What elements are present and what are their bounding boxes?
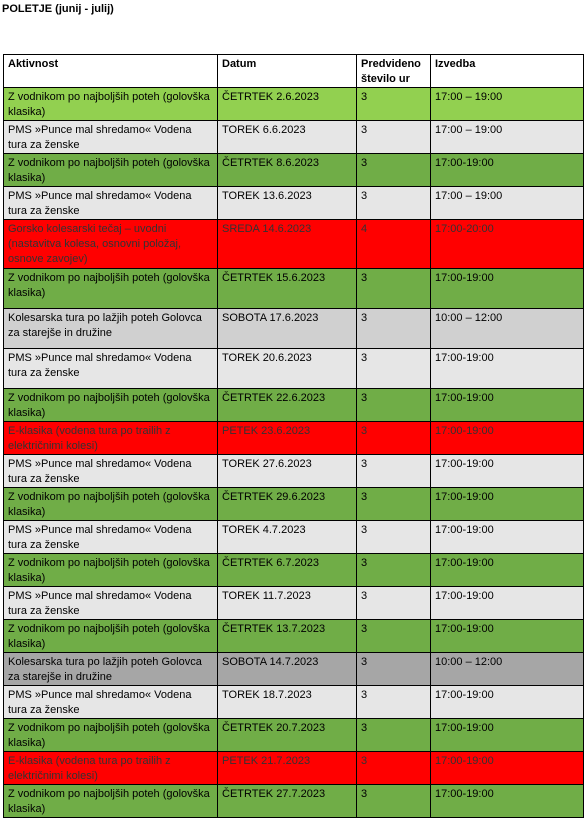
cell-time-text: 17:00-19:00: [435, 590, 494, 602]
cell-time-text: 17:00-19:00: [435, 157, 494, 169]
cell-activity-text: PMS »Punce mal shredamo« Vodena tura za ženske: [8, 190, 192, 217]
cell-activity-text: Z vodnikom po najboljših poteh (golovška klasika): [8, 157, 210, 184]
cell-date: [218, 220, 357, 269]
cell-activity: [4, 587, 218, 620]
table-row: [4, 121, 584, 154]
table-row: [4, 88, 584, 121]
cell-hours-text: 3: [361, 788, 368, 800]
cell-hours-text: 4: [361, 223, 368, 235]
table-row: [4, 686, 584, 719]
cell-date-text: PETEK 21.7.2023: [222, 755, 311, 767]
cell-date-text: ČETRTEK 8.6.2023: [222, 157, 320, 169]
cell-time: [431, 488, 584, 521]
cell-date-text: ČETRTEK 27.7.2023: [222, 788, 326, 800]
cell-hours-text: 3: [361, 557, 368, 569]
cell-hours: [357, 309, 431, 349]
cell-time-text: 17:00-19:00: [435, 623, 494, 635]
cell-activity: [4, 752, 218, 785]
cell-time-text: 10:00 – 12:00: [435, 656, 503, 668]
table-row: [4, 187, 584, 220]
cell-date: [218, 187, 357, 220]
page-title: POLETJE (junij - julij): [2, 3, 114, 15]
cell-hours: [357, 455, 431, 488]
cell-activity-text: Kolesarska tura po lažjih poteh Golovca za starejše in družine: [8, 656, 202, 683]
cell-hours: [357, 389, 431, 422]
table-row: [4, 785, 584, 818]
cell-date: [218, 686, 357, 719]
cell-hours: [357, 785, 431, 818]
cell-time: [431, 88, 584, 121]
table-row: [4, 309, 584, 349]
table-header-row: [4, 55, 584, 88]
cell-time: [431, 719, 584, 752]
cell-hours-text: 3: [361, 458, 368, 470]
cell-hours-text: 3: [361, 755, 368, 767]
cell-date: [218, 349, 357, 389]
cell-time: [431, 220, 584, 269]
cell-date: [218, 309, 357, 349]
cell-date: [218, 719, 357, 752]
schedule-table: [3, 54, 584, 818]
table-row: [4, 220, 584, 269]
cell-date: [218, 269, 357, 309]
cell-time: [431, 587, 584, 620]
cell-hours: [357, 187, 431, 220]
cell-activity-text: Z vodnikom po najboljših poteh (golovška klasika): [8, 91, 210, 118]
table-row: [4, 488, 584, 521]
cell-activity-text: PMS »Punce mal shredamo« Vodena tura za ženske: [8, 524, 192, 551]
table-row: [4, 587, 584, 620]
cell-activity: [4, 88, 218, 121]
cell-activity: [4, 422, 218, 455]
cell-date-text: ČETRTEK 13.7.2023: [222, 623, 326, 635]
cell-time: [431, 554, 584, 587]
cell-activity: [4, 269, 218, 309]
cell-hours-text: 3: [361, 722, 368, 734]
cell-activity-text: Kolesarska tura po lažjih poteh Golovca za starejše in družine: [8, 312, 202, 339]
cell-time-text: 17:00-19:00: [435, 689, 494, 701]
cell-date: [218, 587, 357, 620]
cell-time: [431, 455, 584, 488]
cell-hours: [357, 269, 431, 309]
header-hours-line2: število ur: [361, 73, 410, 85]
cell-date-text: PETEK 23.6.2023: [222, 425, 311, 437]
cell-activity: [4, 187, 218, 220]
cell-activity-text: E-klasika (vodena tura po trailih z električnimi kolesi): [8, 425, 171, 452]
cell-time-text: 17:00-20:00: [435, 223, 494, 235]
cell-time: [431, 154, 584, 187]
cell-activity: [4, 686, 218, 719]
cell-activity-text: PMS »Punce mal shredamo« Vodena tura za ženske: [8, 352, 192, 379]
cell-hours: [357, 154, 431, 187]
cell-time-text: 17:00 – 19:00: [435, 190, 503, 202]
cell-date-text: SREDA 14.6.2023: [222, 223, 312, 235]
cell-time-text: 17:00-19:00: [435, 272, 494, 284]
cell-activity-text: PMS »Punce mal shredamo« Vodena tura za ženske: [8, 689, 192, 716]
table-row: [4, 269, 584, 309]
cell-date-text: ČETRTEK 29.6.2023: [222, 491, 326, 503]
cell-date: [218, 785, 357, 818]
table-row: [4, 455, 584, 488]
cell-activity: [4, 719, 218, 752]
cell-activity-text: Z vodnikom po najboljših poteh (golovška klasika): [8, 788, 210, 815]
cell-hours: [357, 121, 431, 154]
cell-date-text: ČETRTEK 2.6.2023: [222, 91, 320, 103]
cell-activity: [4, 620, 218, 653]
cell-date: [218, 752, 357, 785]
cell-hours: [357, 422, 431, 455]
cell-hours: [357, 521, 431, 554]
cell-time-text: 17:00-19:00: [435, 788, 494, 800]
header-hours: [357, 55, 431, 88]
header-date: Datum: [218, 55, 357, 88]
cell-date-text: SOBOTA 14.7.2023: [222, 656, 319, 668]
cell-date: [218, 154, 357, 187]
cell-hours: [357, 587, 431, 620]
cell-activity-text: Z vodnikom po najboljših poteh (golovška klasika): [8, 557, 210, 584]
cell-activity: [4, 389, 218, 422]
cell-activity: [4, 121, 218, 154]
cell-activity-text: PMS »Punce mal shredamo« Vodena tura za ženske: [8, 458, 192, 485]
cell-time-text: 17:00-19:00: [435, 392, 494, 404]
cell-hours-text: 3: [361, 392, 368, 404]
cell-date-text: TOREK 20.6.2023: [222, 352, 312, 364]
cell-date-text: TOREK 18.7.2023: [222, 689, 312, 701]
table-row: [4, 620, 584, 653]
cell-hours-text: 3: [361, 312, 368, 324]
table-row: [4, 422, 584, 455]
table-row: [4, 349, 584, 389]
cell-time-text: 17:00-19:00: [435, 524, 494, 536]
cell-activity: [4, 349, 218, 389]
cell-date-text: TOREK 11.7.2023: [222, 590, 311, 602]
cell-date: [218, 554, 357, 587]
cell-date-text: ČETRTEK 20.7.2023: [222, 722, 326, 734]
cell-hours-text: 3: [361, 689, 368, 701]
table-row: [4, 719, 584, 752]
cell-time-text: 17:00-19:00: [435, 352, 494, 364]
cell-hours: [357, 88, 431, 121]
cell-date: [218, 121, 357, 154]
cell-hours: [357, 620, 431, 653]
cell-time: [431, 785, 584, 818]
cell-date-text: TOREK 6.6.2023: [222, 124, 306, 136]
cell-hours: [357, 686, 431, 719]
cell-time: [431, 752, 584, 785]
cell-activity-text: PMS »Punce mal shredamo« Vodena tura za ženske: [8, 124, 192, 151]
cell-activity: [4, 785, 218, 818]
table-row: [4, 154, 584, 187]
table-row: [4, 554, 584, 587]
cell-activity: [4, 521, 218, 554]
cell-activity: [4, 653, 218, 686]
table-row: [4, 752, 584, 785]
cell-time: [431, 309, 584, 349]
cell-time: [431, 620, 584, 653]
cell-activity-text: Z vodnikom po najboljših poteh (golovška klasika): [8, 491, 210, 518]
cell-date-text: TOREK 4.7.2023: [222, 524, 306, 536]
cell-time: [431, 187, 584, 220]
cell-hours-text: 3: [361, 190, 368, 202]
cell-hours: [357, 349, 431, 389]
table-row: [4, 521, 584, 554]
cell-date-text: SOBOTA 17.6.2023: [222, 312, 319, 324]
cell-hours-text: 3: [361, 623, 368, 635]
cell-activity-text: Z vodnikom po najboljših poteh (golovška klasika): [8, 623, 210, 650]
cell-hours-text: 3: [361, 590, 368, 602]
cell-activity-text: Gorsko kolesarski tečaj – uvodni (nastavitva kolesa, osnovni položaj, osnove zavojev): [8, 223, 182, 265]
cell-hours-text: 3: [361, 91, 368, 103]
cell-hours-text: 3: [361, 157, 368, 169]
cell-time: [431, 269, 584, 309]
cell-activity: [4, 554, 218, 587]
cell-hours-text: 3: [361, 656, 368, 668]
cell-activity-text: Z vodnikom po najboljših poteh (golovška klasika): [8, 722, 210, 749]
cell-date: [218, 653, 357, 686]
cell-hours-text: 3: [361, 352, 368, 364]
cell-activity: [4, 455, 218, 488]
cell-time-text: 10:00 – 12:00: [435, 312, 503, 324]
table-row: [4, 653, 584, 686]
cell-hours: [357, 752, 431, 785]
cell-activity-text: Z vodnikom po najboljših poteh (golovška klasika): [8, 392, 210, 419]
cell-activity-text: E-klasika (vodena tura po trailih z električnimi kolesi): [8, 755, 171, 782]
schedule-body: [4, 88, 584, 818]
cell-time: [431, 653, 584, 686]
header-hours-line1: Predvideno: [361, 58, 421, 70]
cell-time-text: 17:00-19:00: [435, 425, 494, 437]
cell-date-text: ČETRTEK 15.6.2023: [222, 272, 326, 284]
cell-hours: [357, 653, 431, 686]
cell-date: [218, 521, 357, 554]
cell-time-text: 17:00-19:00: [435, 491, 494, 503]
header-time: Izvedba: [431, 55, 584, 88]
cell-time-text: 17:00 – 19:00: [435, 124, 503, 136]
cell-time: [431, 422, 584, 455]
cell-activity-text: Z vodnikom po najboljših poteh (golovška klasika): [8, 272, 210, 299]
cell-date-text: TOREK 27.6.2023: [222, 458, 312, 470]
cell-date-text: ČETRTEK 6.7.2023: [222, 557, 320, 569]
cell-activity-text: PMS »Punce mal shredamo« Vodena tura za ženske: [8, 590, 192, 617]
cell-time-text: 17:00-19:00: [435, 722, 494, 734]
cell-activity: [4, 154, 218, 187]
cell-time: [431, 389, 584, 422]
cell-date: [218, 620, 357, 653]
cell-time: [431, 521, 584, 554]
cell-date: [218, 488, 357, 521]
table-row: [4, 389, 584, 422]
cell-time: [431, 349, 584, 389]
cell-activity: [4, 309, 218, 349]
cell-date-text: TOREK 13.6.2023: [222, 190, 312, 202]
cell-activity: [4, 488, 218, 521]
cell-date-text: ČETRTEK 22.6.2023: [222, 392, 326, 404]
cell-time: [431, 121, 584, 154]
cell-hours: [357, 488, 431, 521]
cell-hours-text: 3: [361, 524, 368, 536]
cell-date: [218, 88, 357, 121]
cell-time-text: 17:00-19:00: [435, 458, 494, 470]
cell-date: [218, 455, 357, 488]
cell-time-text: 17:00 – 19:00: [435, 91, 503, 103]
cell-date: [218, 422, 357, 455]
cell-time: [431, 686, 584, 719]
cell-hours-text: 3: [361, 124, 368, 136]
cell-time-text: 17:00-19:00: [435, 755, 494, 767]
cell-time-text: 17:00-19:00: [435, 557, 494, 569]
cell-hours-text: 3: [361, 425, 368, 437]
cell-hours: [357, 220, 431, 269]
header-activity: Aktivnost: [4, 55, 218, 88]
cell-hours-text: 3: [361, 491, 368, 503]
cell-hours: [357, 554, 431, 587]
cell-activity: [4, 220, 218, 269]
cell-date: [218, 389, 357, 422]
cell-hours-text: 3: [361, 272, 368, 284]
cell-hours: [357, 719, 431, 752]
